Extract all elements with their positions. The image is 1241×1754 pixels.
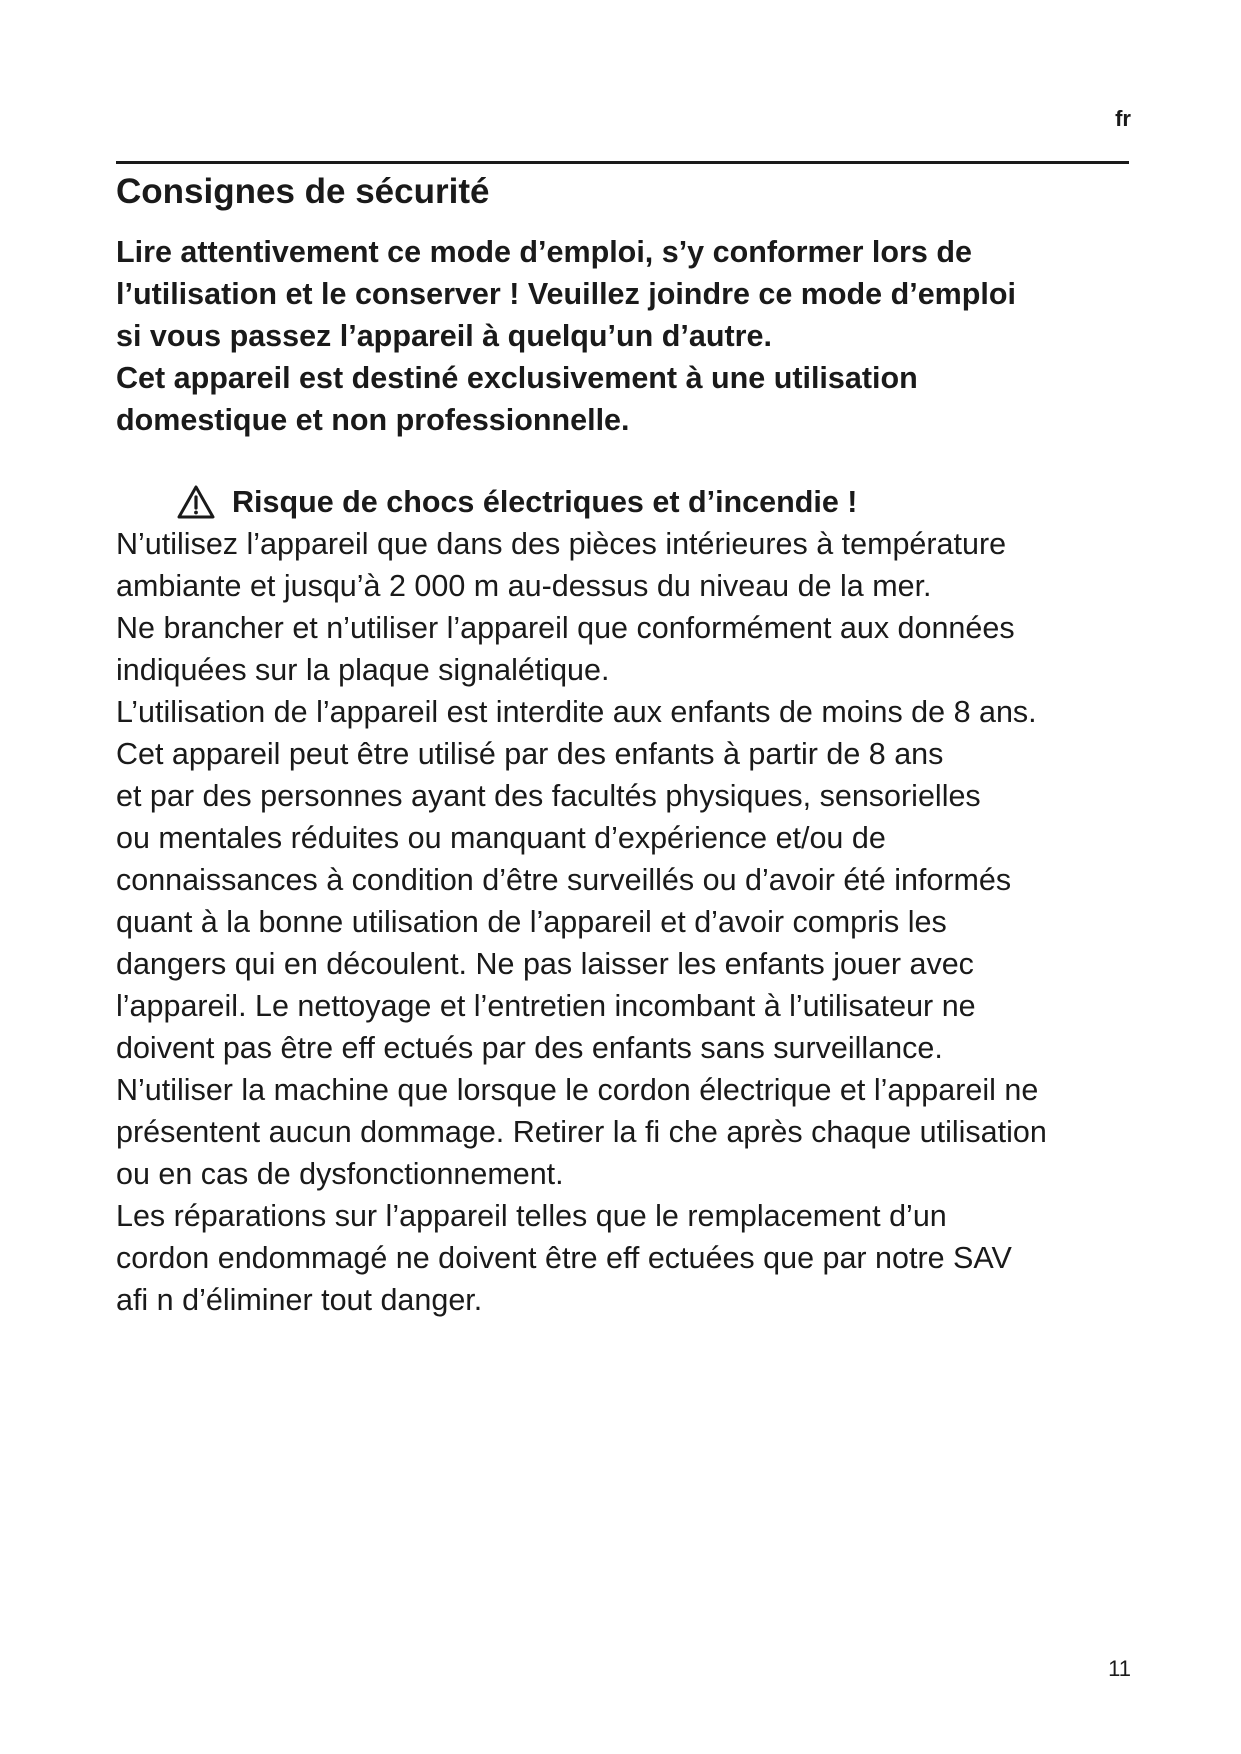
body-line: indiquées sur la plaque signalétique. xyxy=(116,653,610,687)
warning-heading xyxy=(176,481,857,523)
body-line: connaissances à condition d’être surveillés ou d’avoir été informés xyxy=(116,863,1012,897)
body-line: dangers qui en découlent. Ne pas laisser les enfants jouer avec xyxy=(116,947,974,981)
intro-line: l’utilisation et le conserver ! Veuillez joindre ce mode d’emploi xyxy=(116,277,1016,311)
body-line: L’utilisation de l’appareil est interdite aux enfants de moins de 8 ans. xyxy=(116,695,1037,729)
language-code: fr xyxy=(1115,106,1131,131)
body-line: l’appareil. Le nettoyage et l’entretien incombant à l’utilisateur ne xyxy=(116,989,976,1023)
body-line: ou mentales réduites ou manquant d’expérience et/ou de xyxy=(116,821,886,855)
body-line: ambiante et jusqu’à 2 000 m au-dessus du niveau de la mer. xyxy=(116,569,932,603)
body-line: présentent aucun dommage. Retirer la fi che après chaque utilisation xyxy=(116,1115,1047,1149)
intro-line: Lire attentivement ce mode d’emploi, s’y conformer lors de xyxy=(116,235,972,269)
body-line: Ne brancher et n’utiliser l’appareil que conformément aux données xyxy=(116,611,1015,645)
body-line: N’utilisez l’appareil que dans des pièces intérieures à température xyxy=(116,527,1007,561)
body-line: afi n d’éliminer tout danger. xyxy=(116,1283,483,1317)
warning-heading-text: Risque de chocs électriques et d’incendie ! xyxy=(232,485,858,519)
body-line: cordon endommagé ne doivent être eff ectuées que par notre SAV xyxy=(116,1241,1012,1275)
safety-body xyxy=(116,523,1146,1321)
body-line: quant à la bonne utilisation de l’appareil et d’avoir compris les xyxy=(116,905,947,939)
warning-triangle-icon xyxy=(176,484,216,520)
header-rule xyxy=(116,161,1129,164)
intro-paragraph xyxy=(116,231,1146,441)
intro-line: Cet appareil est destiné exclusivement à une utilisation xyxy=(116,361,918,395)
intro-line: domestique et non professionnelle. xyxy=(116,403,630,437)
body-line: et par des personnes ayant des facultés physiques, sensorielles xyxy=(116,779,981,813)
body-line: doivent pas être eff ectués par des enfants sans surveillance. xyxy=(116,1031,943,1065)
body-line: Cet appareil peut être utilisé par des enfants à partir de 8 ans xyxy=(116,737,944,771)
section-title: Consignes de sécurité xyxy=(116,172,490,211)
body-line: N’utiliser la machine que lorsque le cordon électrique et l’appareil ne xyxy=(116,1073,1039,1107)
intro-line: si vous passez l’appareil à quelqu’un d’autre. xyxy=(116,319,772,353)
page-number: 11 xyxy=(1108,1656,1131,1681)
body-line: ou en cas de dysfonctionnement. xyxy=(116,1157,564,1191)
body-line: Les réparations sur l’appareil telles que le remplacement d’un xyxy=(116,1199,947,1233)
